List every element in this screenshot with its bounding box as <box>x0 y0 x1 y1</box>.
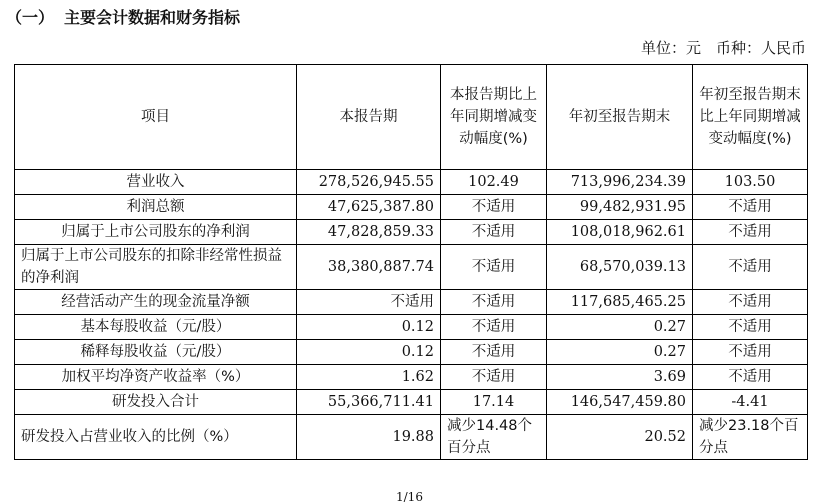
table-row <box>15 170 808 195</box>
row-current-change: 不适用 <box>441 195 547 220</box>
table-row <box>15 290 808 315</box>
row-item: 研发投入合计 <box>15 390 297 415</box>
row-item: 经营活动产生的现金流量净额 <box>15 290 297 315</box>
table-row <box>15 315 808 340</box>
header-current-period: 本报告期 <box>297 65 441 170</box>
row-item: 归属于上市公司股东的净利润 <box>15 220 297 245</box>
row-ytd-change: 不适用 <box>693 290 808 315</box>
header-current-change: 本报告期比上年同期增减变动幅度(%) <box>441 65 547 170</box>
row-ytd: 0.27 <box>547 315 693 340</box>
table-row <box>15 195 808 220</box>
row-current-change: 不适用 <box>441 245 547 290</box>
row-current: 47,828,859.33 <box>297 220 441 245</box>
row-current-change: 不适用 <box>441 340 547 365</box>
row-ytd: 99,482,931.95 <box>547 195 693 220</box>
row-ytd-change: -4.41 <box>693 390 808 415</box>
section-heading <box>6 6 240 30</box>
row-item: 研发投入占营业收入的比例（%） <box>15 415 297 460</box>
row-ytd: 0.27 <box>547 340 693 365</box>
row-current: 47,625,387.80 <box>297 195 441 220</box>
row-item: 归属于上市公司股东的扣除非经常性损益的净利润 <box>15 245 297 290</box>
table-row <box>15 340 808 365</box>
financial-indicators-table <box>14 64 808 460</box>
row-ytd: 20.52 <box>547 415 693 460</box>
row-current-change: 不适用 <box>441 220 547 245</box>
table-row <box>15 415 808 460</box>
table-row <box>15 365 808 390</box>
row-current: 19.88 <box>297 415 441 460</box>
row-ytd: 117,685,465.25 <box>547 290 693 315</box>
row-current-change: 不适用 <box>441 315 547 340</box>
section-title: 主要会计数据和财务指标 <box>64 8 241 27</box>
row-ytd-change: 不适用 <box>693 365 808 390</box>
row-ytd-change: 不适用 <box>693 195 808 220</box>
row-item: 稀释每股收益（元/股） <box>15 340 297 365</box>
row-item: 加权平均净资产收益率（%） <box>15 365 297 390</box>
header-ytd: 年初至报告期末 <box>547 65 693 170</box>
row-ytd-change: 减少23.18个百分点 <box>693 415 808 460</box>
row-ytd-change: 不适用 <box>693 315 808 340</box>
row-current: 不适用 <box>297 290 441 315</box>
row-ytd: 146,547,459.80 <box>547 390 693 415</box>
row-current-change: 不适用 <box>441 365 547 390</box>
row-item: 基本每股收益（元/股） <box>15 315 297 340</box>
unit-currency-note: 单位：元 币种：人民币 <box>640 39 806 57</box>
row-current-change: 102.49 <box>441 170 547 195</box>
table-row <box>15 390 808 415</box>
row-ytd: 108,018,962.61 <box>547 220 693 245</box>
row-current: 55,366,711.41 <box>297 390 441 415</box>
row-ytd: 713,996,234.39 <box>547 170 693 195</box>
row-current-change: 17.14 <box>441 390 547 415</box>
row-current: 0.12 <box>297 340 441 365</box>
header-item: 项目 <box>15 65 297 170</box>
section-number: （一） <box>6 8 55 27</box>
row-item: 营业收入 <box>15 170 297 195</box>
row-ytd-change: 103.50 <box>693 170 808 195</box>
row-ytd: 68,570,039.13 <box>547 245 693 290</box>
row-current: 1.62 <box>297 365 441 390</box>
row-ytd: 3.69 <box>547 365 693 390</box>
row-current-change: 减少14.48个百分点 <box>441 415 547 460</box>
row-ytd-change: 不适用 <box>693 340 808 365</box>
row-ytd-change: 不适用 <box>693 245 808 290</box>
row-ytd-change: 不适用 <box>693 220 808 245</box>
row-current: 0.12 <box>297 315 441 340</box>
table-header-row <box>15 65 808 170</box>
page-number: 1/16 <box>396 490 423 504</box>
row-current: 278,526,945.55 <box>297 170 441 195</box>
table-row <box>15 245 808 290</box>
row-current: 38,380,887.74 <box>297 245 441 290</box>
row-current-change: 不适用 <box>441 290 547 315</box>
header-ytd-change: 年初至报告期末比上年同期增减变动幅度(%) <box>693 65 808 170</box>
table-row <box>15 220 808 245</box>
row-item: 利润总额 <box>15 195 297 220</box>
